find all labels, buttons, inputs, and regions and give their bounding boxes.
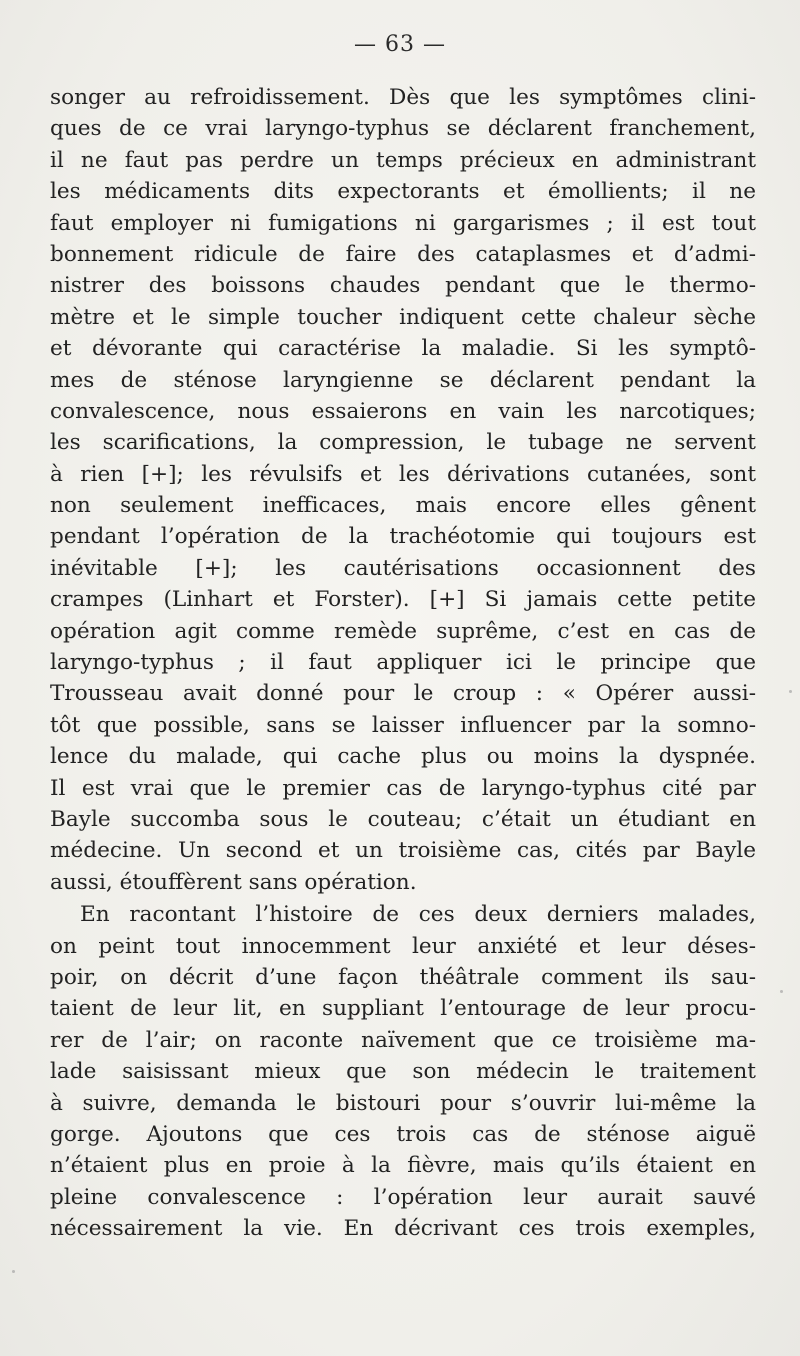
paper-speck [12,1270,15,1273]
text-line: laryngo-typhus ; il faut appliquer ici le principe que [50,650,756,676]
text-line: à suivre, demanda le bistouri pour s’ouvrir lui-même la [50,1090,756,1116]
text-line: gorge. Ajoutons que ces trois cas de sténose aiguë [50,1121,756,1147]
text-line: lence du malade, qui cache plus ou moins la dyspnée. [50,744,756,770]
text-line: ques de ce vrai laryngo-typhus se déclarent franchement, [50,116,756,142]
text-line: on peint tout innocemment leur anxiété et leur déses- [50,933,756,959]
paper-speck [780,990,783,993]
text-line: mes de sténose laryngienne se déclarent pendant la [50,367,756,393]
text-line: Bayle succomba sous le couteau; c’était un étudiant en [50,806,756,832]
text-line: convalescence, nous essaierons en vain les narcotiques; [50,398,756,424]
text-line: faut employer ni fumigations ni gargarismes ; il est tout [50,210,756,236]
page-number: — 63 — [354,32,446,57]
text-line: En racontant l’histoire de ces deux derniers malades, [80,902,756,928]
text-line: n’étaient plus en proie à la fièvre, mais qu’ils étaient en [50,1153,756,1179]
text-line: crampes (Linhart et Forster). [+] Si jamais cette petite [50,587,756,613]
text-line: rer de l’air; on raconte naïvement que ce troisième ma- [50,1027,756,1053]
text-line: songer au refroidissement. Dès que les symptômes clini- [50,85,756,110]
text-line: Trousseau avait donné pour le croup : « Opérer aussi- [50,681,756,707]
text-line: non seulement inefficaces, mais encore elles gênent [50,493,756,519]
text-line: inévitable [+]; les cautérisations occasionnent des [50,555,756,581]
text-line: tôt que possible, sans se laisser influencer par la somno- [50,712,756,738]
text-line: les médicaments dits expectorants et émollients; il ne [50,179,756,205]
text-line: pendant l’opération de la trachéotomie qui toujours est [50,524,756,550]
text-line: poir, on décrit d’une façon théâtrale comment ils sau- [50,964,756,990]
text-line: opération agit comme remède suprême, c’est en cas de [50,618,756,644]
text-line: Il est vrai que le premier cas de laryngo-typhus cité par [50,775,756,801]
text-line: aussi, étouffèrent sans opération. [50,869,417,895]
text-line: pleine convalescence : l’opération leur aurait sauvé [50,1184,756,1210]
text-line: mètre et le simple toucher indiquent cette chaleur sèche [50,304,756,330]
text-line: nécessairement la vie. En décrivant ces trois exemples, [50,1216,756,1242]
text-line: à rien [+]; les révulsifs et les dérivations cutanées, sont [50,461,756,487]
text-line: médecine. Un second et un troisième cas, cités par Bayle [50,838,756,864]
text-line: taient de leur lit, en suppliant l’entourage de leur procu- [50,996,756,1022]
text-line: nistrer des boissons chaudes pendant que le thermo- [50,273,756,299]
text-line: il ne faut pas perdre un temps précieux en administrant [50,147,756,173]
paper-speck [789,690,792,693]
text-line: lade saisissant mieux que son médecin le traitement [50,1059,756,1085]
text-line: et dévorante qui caractérise la maladie. Si les symptô- [50,336,756,362]
text-line: bonnement ridicule de faire des cataplasmes et d’admi- [50,241,756,267]
body-text [50,82,756,1244]
text-line: les scarifications, la compression, le tubage ne servent [50,430,756,456]
